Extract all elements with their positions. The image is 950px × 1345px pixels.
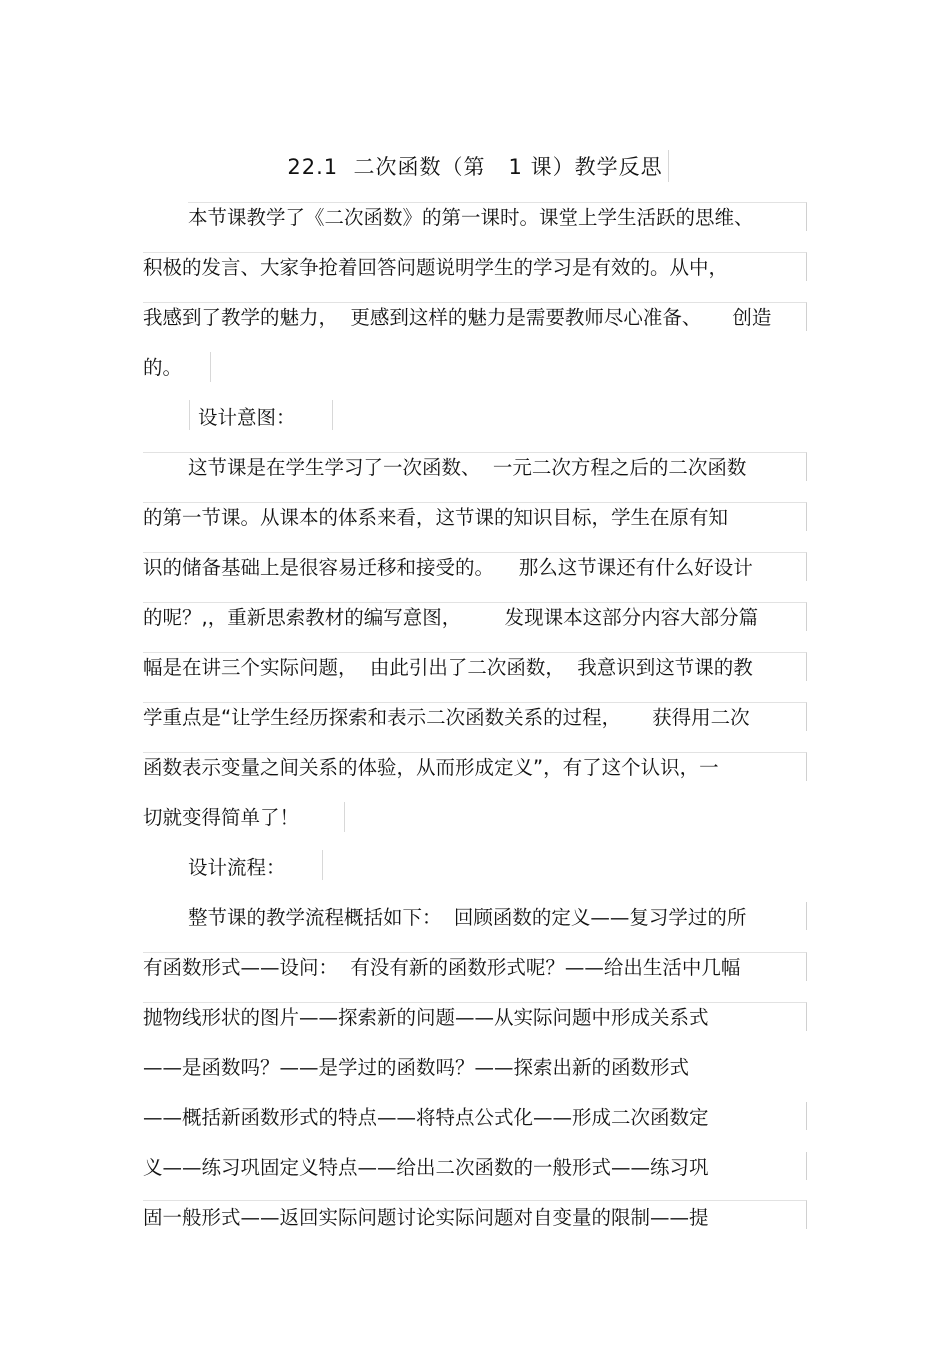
document-title: 22.1 二次函数（第 1 课）教学反思 xyxy=(287,155,663,179)
text-line-19: ——概括新函数形式的特点——将特点公式化——形成二次函数定 xyxy=(143,1106,709,1129)
text-line-12: 函数表示变量之间关系的体验，从而形成定义”，有了这个认识，一 xyxy=(143,756,719,779)
line-frame xyxy=(188,202,807,231)
line-frame xyxy=(143,1002,807,1031)
line-start-mark xyxy=(189,400,190,430)
line-frame xyxy=(143,452,807,481)
text-line-15: 整节课的教学流程概括如下： 回顾函数的定义——复习学过的所 xyxy=(188,906,747,929)
line-frame xyxy=(143,1102,807,1130)
text-line-18: ——是函数吗？——是学过的函数吗？——探索出新的函数形式 xyxy=(143,1056,690,1079)
line-frame xyxy=(143,252,807,281)
text-line-13: 切就变得简单了！ xyxy=(143,806,300,829)
title-edge-mark xyxy=(668,150,669,182)
section-heading-design-flow: 设计流程： xyxy=(188,856,286,879)
text-line-20: 义——练习巩固定义特点——给出二次函数的一般形式——练习巩 xyxy=(143,1156,709,1179)
line-frame xyxy=(143,952,807,981)
line-end-mark xyxy=(332,400,333,430)
line-end-mark xyxy=(210,352,211,382)
text-line-2: 积极的发言、大家争抢着回答问题说明学生的学习是有效的。从中， xyxy=(143,256,729,279)
text-line-4: 的。 xyxy=(143,356,183,379)
line-frame xyxy=(143,552,807,581)
line-end-mark xyxy=(344,802,345,832)
text-line-21: 固一般形式——返回实际问题讨论实际问题对自变量的限制——提 xyxy=(143,1206,709,1229)
line-frame xyxy=(143,302,807,331)
text-line-11: 学重点是“让学生经历探索和表示二次函数关系的过程， 获得用二次 xyxy=(143,706,750,729)
line-frame xyxy=(143,652,807,681)
text-line-10: 幅是在讲三个实际问题， 由此引出了二次函数， 我意识到这节课的教 xyxy=(143,656,753,679)
line-frame xyxy=(143,1200,807,1229)
text-line-17: 抛物线形状的图片——探索新的问题——从实际问题中形成关系式 xyxy=(143,1006,709,1029)
line-frame xyxy=(143,1152,807,1180)
line-frame xyxy=(143,752,807,781)
text-line-1: 本节课教学了《二次函数》的第一课时。课堂上学生活跃的思维、 xyxy=(188,206,754,229)
text-line-6: 这节课是在学生学习了一次函数、 一元二次方程之后的二次函数 xyxy=(188,456,747,479)
line-end-mark xyxy=(322,850,323,880)
line-frame xyxy=(188,902,807,930)
line-frame xyxy=(143,702,807,731)
line-frame xyxy=(143,602,807,631)
text-line-7: 的第一节课。从课本的体系来看，这节课的知识目标，学生在原有知 xyxy=(143,506,729,529)
line-frame xyxy=(143,502,807,531)
text-line-8: 识的储备基础上是很容易迁移和接受的。 那么这节课还有什么好设计 xyxy=(143,556,753,579)
section-heading-design-intent: 设计意图： xyxy=(198,406,296,429)
text-line-16: 有函数形式——设问： 有没有新的函数形式呢？——给出生活中几幅 xyxy=(143,956,741,979)
text-line-3: 我感到了教学的魅力， 更感到这样的魅力是需要教师尽心准备、 创造 xyxy=(143,306,772,329)
text-line-9: 的呢？,，重新思索教材的编写意图， 发现课本这部分内容大部分篇 xyxy=(143,606,759,629)
